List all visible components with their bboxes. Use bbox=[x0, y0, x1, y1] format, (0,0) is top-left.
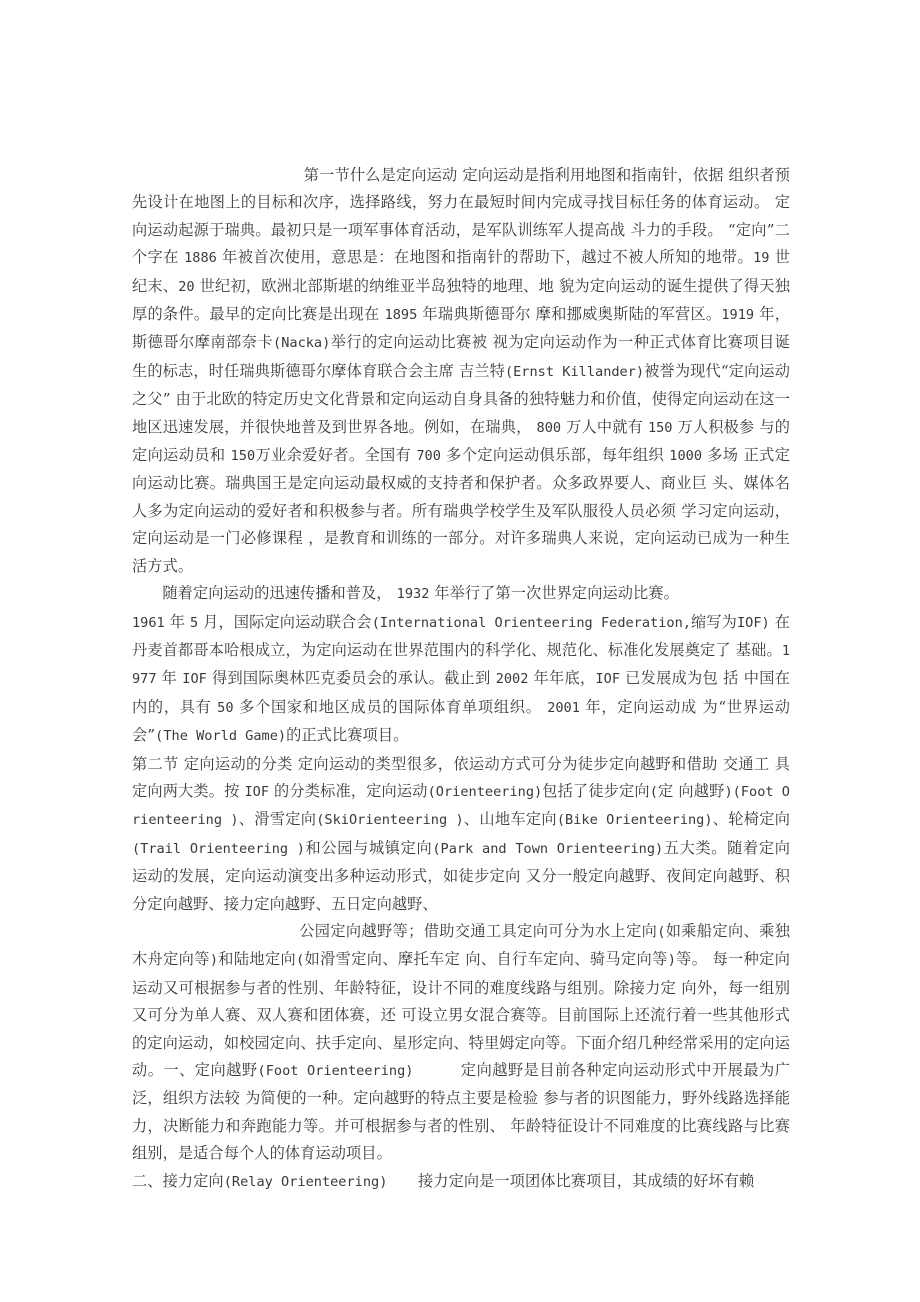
latin-run: (Ernst Killander) bbox=[504, 363, 645, 380]
cjk-run: 定 向越野 bbox=[657, 781, 725, 800]
cjk-run: 和公园与城镇定向 bbox=[305, 838, 433, 857]
cjk-run: 月，国际定向运动联合会 bbox=[198, 612, 372, 631]
cjk-run: 举行的定向运动比赛被 视为定向运动作为一种正式体育比赛项目诞生的标志，时任瑞典斯德哥尔摩体育联合会主席 吉兰特 bbox=[132, 333, 790, 380]
latin-run: 700 bbox=[416, 448, 441, 465]
latin-run: IOF bbox=[244, 783, 270, 800]
cjk-run: 公园定向越野等；借助交通工具定向可分为水上定向 bbox=[299, 922, 658, 940]
latin-run: ) bbox=[209, 952, 218, 969]
cjk-run: 和陆地定向 bbox=[218, 950, 297, 969]
latin-run: (International Orienteering Federation, bbox=[371, 614, 691, 631]
cjk-run: 年 bbox=[164, 612, 190, 631]
cjk-run: 等。 每一种定向运动又可根据参与者的性别、年龄特征，设计不同的难度线路与组别。除接力定 向外，每一组别又可分为单人赛、双人赛和团体赛，还 可设立男女混合赛等。目前国际上还流行着一些其他形式的定向运动，如校园定向、扶手定向、星形定向、特里姆定向等。下面介绍几种经常采用的定向运动。一、定向越野 bbox=[132, 950, 791, 1080]
latin-run: IOF bbox=[182, 671, 207, 688]
cjk-run: 第二节 定向运动的分类 定向运动的类型很多，依运动方式可分为徒步定向越野和借助 交通工 具定向两大类。按 bbox=[132, 754, 790, 800]
latin-run: IOF bbox=[595, 671, 621, 688]
latin-run: 1961 bbox=[132, 614, 165, 631]
latin-run: (Park and Town Orienteering) bbox=[432, 840, 664, 857]
cjk-run: 五大类。随着定向运动的发展，定向运动演变出多种运动形式，如徒步定向 又分一般定向越野、夜间定向越野、积分定向越野、接力定向越野、五日定向越野、 bbox=[132, 838, 790, 913]
cjk-run: 随着定向运动的迅速传播和普及， bbox=[162, 584, 397, 603]
latin-run: IOF) bbox=[737, 614, 770, 631]
paragraph-4 bbox=[132, 751, 790, 918]
cjk-run: 年 bbox=[156, 669, 183, 688]
cjk-run: 已发展成为包 括 中国在内的，具有 bbox=[132, 669, 790, 716]
paragraph-2 bbox=[132, 580, 790, 608]
cjk-run: 第一节什么是定向运动 定向运动是指利用地图和指南针，依据 组织者预先设计在地图上的目标和次序，选择路线，努力在最短时间内完成寻找目标任务的体育运动。 定向运动起源于瑞典。最初只是一项军事体育活动，是军队训练军人提高战 斗力的手段。 “定向”二个字在 bbox=[132, 166, 790, 267]
document-body-top bbox=[132, 162, 790, 918]
latin-run: (SkiOrienteering ) bbox=[316, 812, 464, 829]
cjk-run: 年举行了第一次世界定向运动比赛。 bbox=[429, 584, 679, 603]
latin-run: 5 bbox=[190, 614, 199, 631]
latin-run: 2001 bbox=[547, 699, 580, 716]
cjk-run: 多个定向运动俱乐部，每年组织 bbox=[440, 446, 670, 465]
latin-run: ) bbox=[667, 952, 676, 969]
latin-run: (Nacka) bbox=[273, 335, 331, 352]
cjk-run: 、滑雪定向 bbox=[238, 810, 317, 829]
latin-run: (Relay Orienteering) bbox=[223, 1173, 388, 1190]
cjk-run: 如乘船定向、乘独木舟定向等 bbox=[132, 922, 790, 969]
cjk-run: 二、接力定向 bbox=[132, 1171, 224, 1190]
cjk-run: 的正式比赛项目。 bbox=[286, 726, 409, 745]
latin-run: ( bbox=[296, 952, 305, 969]
cjk-run: 万人中就有 bbox=[561, 417, 648, 436]
document-body-bottom bbox=[132, 918, 790, 1196]
latin-run: 1000 bbox=[669, 448, 703, 465]
latin-run: (Bike Orienteering) bbox=[556, 812, 713, 829]
cjk-run: 包括了徒步定向 bbox=[542, 781, 650, 800]
cjk-run: 如滑雪定向、摩托车定 向、自行车定向、骑马定向等 bbox=[304, 950, 668, 969]
cjk-run: 缩写为 bbox=[690, 612, 737, 631]
cjk-run: 万人积极参 与的定向运动员和 bbox=[132, 417, 790, 465]
paragraph-3 bbox=[132, 609, 790, 751]
cjk-run: 世纪末、 bbox=[132, 248, 790, 295]
latin-run: 1932 bbox=[396, 586, 430, 603]
cjk-run: 万业余爱好者。全国有 bbox=[255, 446, 417, 465]
paragraph-1 bbox=[132, 162, 790, 580]
text-block-section-1 bbox=[132, 162, 790, 918]
latin-run: (Foot Orienteering) bbox=[257, 1063, 414, 1080]
latin-run: 1919 bbox=[721, 307, 755, 324]
cjk-run: 年瑞典斯德哥尔 摩和挪威奥斯陆的军营区。 bbox=[417, 305, 722, 324]
cjk-run: 、山地车定向 bbox=[463, 810, 557, 829]
cjk-run: 、轮椅定向 bbox=[712, 810, 790, 829]
latin-run: (Trail Orienteering ) bbox=[132, 840, 305, 857]
latin-run: (The World Game) bbox=[155, 728, 287, 745]
text-block-section-2 bbox=[132, 918, 790, 1196]
latin-run: ( bbox=[657, 924, 666, 940]
latin-run: )(Foot Orienteering ) bbox=[132, 783, 790, 829]
cjk-run: 被誉为现代“定向运动之父” 由于北欧的特定历史文化背景和定向运动自身具备的独特魅力和价值，使得定向运动在这一 地区迅速发展，并很快地普及到世界各地。例如，在瑞典， bbox=[132, 361, 791, 436]
cjk-run: 接力定向是一项团体比赛项目，其成绩的好坏有赖 bbox=[387, 1171, 755, 1190]
cjk-run: 的分类标准，定向运动 bbox=[269, 781, 428, 800]
latin-run: 1895 bbox=[384, 307, 418, 324]
latin-run: ( bbox=[649, 783, 658, 800]
latin-run: 19 bbox=[753, 250, 770, 267]
cjk-run: 年年底， bbox=[528, 669, 596, 688]
cjk-run: 年被首次使用，意思是：在地图和指南针的帮助下，越过不被人所知的地带。 bbox=[216, 248, 754, 267]
latin-run: 20 bbox=[178, 278, 195, 295]
cjk-run: 年，定向运动成 为“世界运动会” bbox=[132, 697, 790, 745]
cjk-run: 定向越野是目前各种定向运动形式中开展最为广泛，组织方法较 为简便的一种。定向越野的特点主要是检验 参与者的识图能力，野外线路选择能力，决断能力和奔跑能力等。并可根据参与者的性别、 年龄特征设计不同难度的比赛线路与比赛组别，是适合每个人的体育运动项目。 bbox=[132, 1061, 790, 1163]
latin-run: (Orienteering) bbox=[427, 783, 543, 800]
cjk-run: 多个国家和地区成员的国际体育单项组织。 bbox=[233, 697, 548, 716]
cjk-run: 多场 正式定向运动比赛。瑞典国王是定向运动最权威的支持者和保护者。众多政界要人、商业巨 头、媒体名人多为定向运动的爱好者和积极参与者。所有瑞典学校学生及军队服役人员必须 学习定向运动，定向运动是一门必修课程 ，是教育和训练的一部分。对许多瑞典人来说，定向运动已成为一种生活方式。 bbox=[132, 446, 791, 575]
latin-run: 1886 bbox=[184, 250, 217, 267]
latin-run: 1977 bbox=[132, 642, 790, 688]
latin-run: 2002 bbox=[495, 671, 529, 688]
latin-run: 150 bbox=[230, 448, 256, 465]
cjk-run: 在丹麦首都哥本哈根成立，为定向运动在世界范围内的科学化、规范化、标准化发展奠定了 基础。 bbox=[132, 612, 791, 659]
cjk-run: 世纪初，欧洲北部斯堪的纳维亚半岛独特的地理、地 貌为定向运动的诞生提供了得天独厚的条件。最早的定向比赛是出现在 bbox=[132, 276, 790, 324]
paragraph-5 bbox=[132, 918, 790, 1168]
latin-run: 150 bbox=[647, 419, 673, 436]
cjk-run: 年，斯德哥尔摩南部奈卡 bbox=[132, 305, 790, 352]
cjk-run: 得到国际奥林匹克委员会的承认。截止到 bbox=[206, 669, 496, 688]
latin-run: 800 bbox=[536, 419, 562, 436]
paragraph-6 bbox=[132, 1168, 790, 1196]
latin-run: 50 bbox=[217, 699, 234, 716]
